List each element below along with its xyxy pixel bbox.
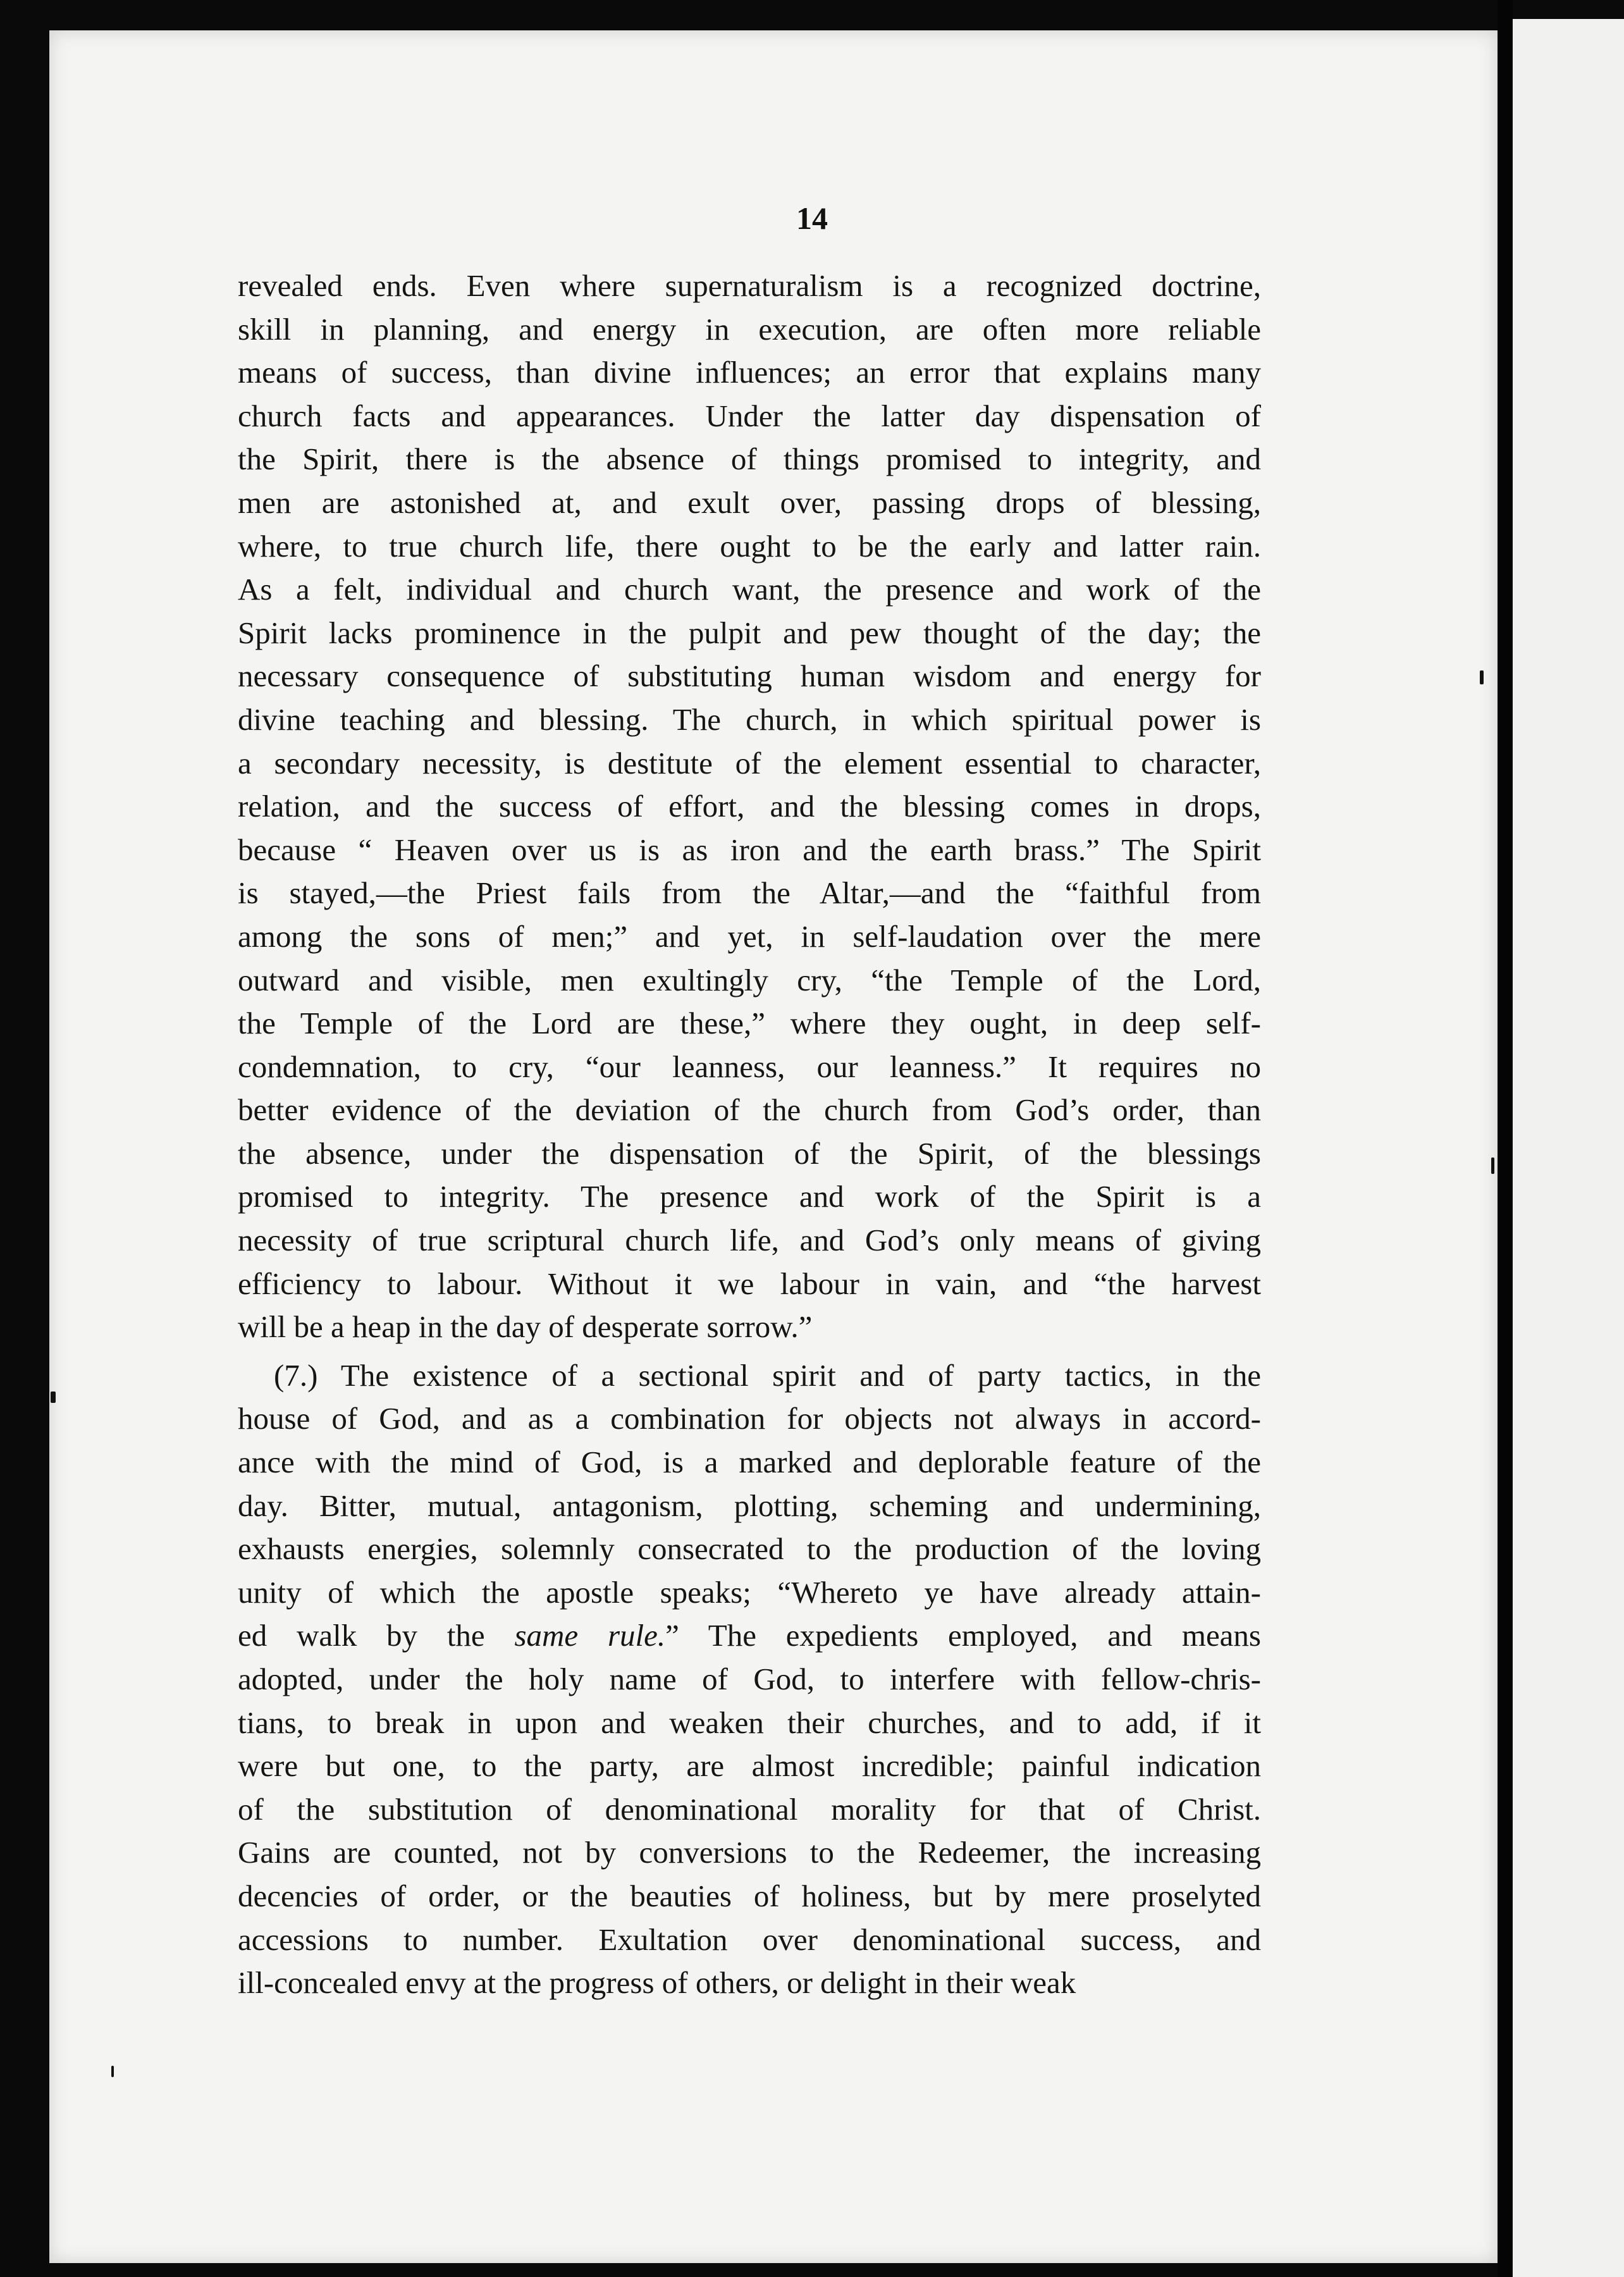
text-line: were but one, to the party, are almost incredible; painful indication — [238, 1748, 1261, 1784]
text-line: means of success, than divine influences; an error that explains many — [238, 355, 1261, 390]
text-line: house of God, and as a combination for objects not always in accord- — [238, 1401, 1261, 1436]
text-line: Spirit lacks prominence in the pulpit and pew thought of the day; the — [238, 615, 1261, 650]
text-line: a secondary necessity, is destitute of the element essential to character, — [238, 745, 1261, 781]
text-line: revealed ends. Even where supernaturalism is a recognized doctrine, — [238, 268, 1261, 303]
text-line: decencies of order, or the beauties of holiness, but by mere proselyted — [238, 1878, 1261, 1913]
text-line: is stayed,—the Priest fails from the Altar,—and the “faithful from — [238, 875, 1261, 911]
text-line: outward and visible, men exultingly cry, “the Temple of the Lord, — [238, 962, 1261, 997]
text-line: efficiency to labour. Without it we labour in vain, and “the harvest — [238, 1266, 1261, 1301]
text-line: adopted, under the holy name of God, to interfere with fellow-chris- — [238, 1662, 1261, 1696]
text-line: better evidence of the deviation of the church from God’s order, than — [238, 1092, 1261, 1128]
scan-speck — [51, 1392, 56, 1403]
italic-phrase: same rule. — [514, 1618, 666, 1653]
text-line: men are astonished at, and exult over, passing drops of blessing, — [238, 484, 1261, 520]
text-line: unity of which the apostle speaks; “Whereto ye have already attain- — [238, 1574, 1261, 1610]
page-gutter-shadow — [1498, 0, 1513, 2277]
text-line: ill-concealed envy at the progress of others, or delight in their weak — [238, 1965, 1076, 2001]
text-line: among the sons of men;” and yet, in self-laudation over the mere — [238, 918, 1261, 954]
text-line: promised to integrity. The presence and work of the Spirit is a — [238, 1179, 1261, 1214]
text-line: the Temple of the Lord are these,” where they ought, in deep self- — [238, 1006, 1261, 1041]
text-line: Gains are counted, not by conversions to the Redeemer, the increasing — [238, 1835, 1261, 1870]
text-line: divine teaching and blessing. The church, in which spiritual power is — [238, 701, 1261, 737]
text-line: of the substitution of denominational morality for that of Christ. — [238, 1791, 1261, 1827]
text-line: will be a heap in the day of desperate sorrow.” — [238, 1309, 813, 1345]
text-line: As a felt, individual and church want, the presence and work of the — [238, 572, 1261, 607]
text-run: ed walk by the — [238, 1618, 515, 1653]
text-line: accessions to number. Exultation over denominational success, and — [238, 1922, 1261, 1957]
text-line: necessity of true scriptural church life, and God’s only means of giving — [238, 1223, 1261, 1258]
text-line: relation, and the success of effort, and the blessing comes in drops, — [238, 789, 1261, 824]
page-number: 14 — [796, 201, 828, 236]
text-line: where, to true church life, there ought to be the early and latter rain. — [238, 528, 1261, 564]
text-line: exhausts energies, solemnly consecrated to the production of the loving — [238, 1531, 1261, 1567]
paragraph-gap — [238, 1349, 1261, 1354]
next-page-edge — [1513, 19, 1624, 2277]
text-line: skill in planning, and energy in execution, are often more reliable — [238, 311, 1261, 347]
text-line: church facts and appearances. Under the latter day dispensation of — [238, 398, 1261, 433]
body-text — [238, 264, 1261, 2005]
text-line: the absence, under the dispensation of the Spirit, of the blessings — [238, 1135, 1261, 1171]
text-line: because “ Heaven over us is as iron and the earth brass.” The Spirit — [238, 832, 1261, 867]
text-line: the Spirit, there is the absence of things promised to integrity, and — [238, 441, 1261, 477]
text-line: day. Bitter, mutual, antagonism, plotting, scheming and undermining, — [238, 1488, 1261, 1523]
text-line: (7.) The existence of a sectional spirit and of party tactics, in the — [274, 1357, 1261, 1393]
text-line-with-italic — [238, 1614, 1261, 1658]
scan-speck — [1480, 670, 1484, 684]
scan-speck — [1491, 1157, 1494, 1174]
text-line: tians, to break in upon and weaken their churches, and to add, if it — [238, 1705, 1261, 1740]
text-line: necessary consequence of substituting human wisdom and energy for — [238, 658, 1261, 694]
text-run: ” The expedients employed, and means — [665, 1618, 1262, 1653]
text-line: condemnation, to cry, “our leanness, our leanness.” It requires no — [238, 1049, 1261, 1084]
scan-speck — [111, 2066, 114, 2077]
text-line: ance with the mind of God, is a marked and deplorable feature of the — [238, 1445, 1261, 1480]
